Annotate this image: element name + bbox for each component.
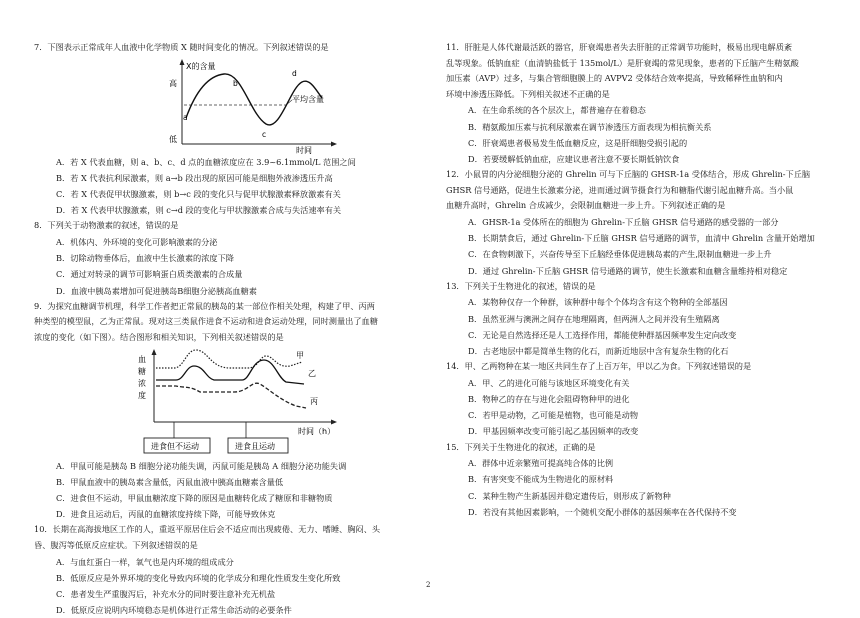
q9-series-bing [156,383,306,408]
q11-stem-line-3: 加压素（AVP）过多，与集合管细胞膜上的 AVPV2 受体结合效率提高，导致稀释性血钠和内 [446,73,783,84]
q7-low-label: 低 [169,134,177,144]
question-10-stem [34,522,424,553]
question-15-stem: 15．下列关于生物进化的叙述，正确的是 [446,441,596,452]
q9-series-jia [156,350,302,368]
q7-option-b: B．若 X 代表抗利尿激素，则 a→b 段出现的原因可能是细胞外液渗透压升高 [56,172,333,183]
q12-stem-line-3: 血糖升高时，Ghrelin 合成减少，会限制血糖进一步上升。下列叙述正确的是 [446,200,726,211]
question-12-stem [446,167,838,214]
q13-option-b: B．虽然亚洲与澳洲之间存在地理隔离，但两洲人之间并没有生殖隔离 [468,313,720,324]
q11-option-d: D．若要缓解低钠血症，应建议患者注意不要长期低钠饮食 [468,153,680,164]
q11-option-b: B．精氨酸加压素与抗利尿激素在调节渗透压方面表现为相抗衡关系 [468,121,712,132]
q12-option-d: D．通过 Ghrelin-下丘脑 GHSR 信号通路的调节，使生长激素和血糖含量维持相对稳定 [468,265,788,276]
q7-option-c: C．若 X 代表促甲状腺激素，则 b→c 段的变化只与促甲状腺激素释放激素有关 [56,189,341,199]
q14-option-c: C．若甲是动物，乙可能是植物，也可能是动物 [468,410,639,421]
q10-option-a: A．与血红蛋白一样，氧气也是内环境的组成成分 [56,556,234,567]
q14-option-b: B．物种乙的存在与进化会阻碍物种甲的进化 [468,393,630,404]
question-15 [446,440,838,520]
q9-box1-text: 进食但不运动 [151,441,199,451]
q7-ylabel: X的含量 [186,61,216,71]
q9-label-bing: 丙 [310,396,318,406]
q9-box2-text: 进食且运动 [235,441,275,451]
q9-label-yi: 乙 [308,368,316,378]
q9-ylabel-1: 血 [138,354,146,364]
question-13-stem: 13．下列关于生物进化的叙述，错误的是 [446,280,596,291]
q9-stem-line-3: 浓度的变化（如下图）。结合图形和相关知识，下列相关叙述错误的是 [34,332,284,342]
q7-option-a: A．若 X 代表血糖，则 a、b、c、d 点的血糖浓度应在 3.9~6.1mmol/L 范围之间 [56,156,356,167]
q9-stem-line-2: 种类型的模型鼠，乙为正常鼠。现对这三类鼠作进食不运动和进食运动处理，同时测量出了血糖 [34,316,378,327]
q7-graph [34,56,424,154]
q7-x-arrow [331,141,337,146]
q8-option-b: B．切除动物垂体后，血液中生长激素的浓度下降 [56,253,234,264]
q14-option-a: A．甲、乙的进化可能与该地区环境变化有关 [468,377,630,388]
question-8 [34,218,424,298]
q12-option-a: A．GHSR-1a 受体所在的细胞为 Ghrelin-下丘脑 GHSR 信号通路的感受器的一部分 [468,216,779,227]
q9-series-yi [156,360,304,384]
q12-stem-line-2: GHSR 信号通路，促进生长激素分泌，进而通过调节摄食行为和糖脂代谢引起血糖升高。当小鼠 [446,184,794,195]
q9-xlabel: 时间（h） [298,426,336,436]
q10-option-d: D．低原反应说明内环境稳态是机体进行正常生命活动的必要条件 [56,605,292,616]
q11-stem-line-1: 11．肝脏是人体代谢最活跃的器官，肝衰竭患者失去肝脏的正常调节功能时，极易出现电解质紊 [446,42,793,52]
q7-xlabel: 时间 [296,145,312,154]
q11-stem-line-2: 乱等现象。低钠血症（血清钠盐低于 135mol/L）是肝衰竭的常见现象，患者的下丘脑产生精氨酸 [446,57,799,68]
question-10 [34,522,424,618]
q9-ylabel-2: 糖 [138,366,146,376]
q7-figure [34,56,424,154]
q9-option-c: C．进食但不运动，甲鼠血糖浓度下降的原因是血糖转化成了糖原和非糖物质 [56,493,333,503]
q7-high-label: 高 [169,78,177,88]
left-column [34,40,424,618]
q10-stem-line-1: 10．长期在高海拔地区工作的人，重返平原居住后会不适应而出现疲倦、无力、嗜睡、胸闷、头 [34,524,381,535]
q9-ylabel-3: 浓 [138,378,146,388]
q7-point-a: a [183,112,188,122]
right-column [446,40,838,520]
question-11 [446,40,838,167]
q8-option-c: C．通过对转录的调节可影响蛋白质类激素的合成量 [56,269,243,280]
q15-option-b: B．有害突变不能成为生物进化的原材料 [468,474,614,485]
question-7-stem: 7．下图表示正常成年人血液中化学物质 X 随时间变化的情况。下列叙述错误的是 [34,42,329,52]
q11-stem-line-4: 环境中渗透压降低。下列相关叙述不正确的是 [446,88,610,99]
q7-y-arrow [180,59,185,65]
q9-y-arrow [152,349,157,355]
q11-option-c: C．肝衰竭患者极易发生低血糖反应，这是肝细胞受损引起的 [468,137,688,148]
q12-option-b: B．长期禁食后，通过 Ghrelin-下丘脑 GHSR 信号通路的调节，血清中 Ghrelin 含量开始增加 [468,233,815,244]
question-9 [34,299,424,523]
q10-option-b: B．低原反应是外界环境的变化导致内环境的化学成分和理化性质发生变化所致 [56,572,341,583]
q14-option-d: D．甲基因频率改变可能引起乙基因频率的改变 [468,426,639,437]
q9-stem-line-1: 9．为探究血糖调节机理，科学工作者把正常鼠的胰岛的某一部位作相关处理，构建了甲、丙两 [34,300,375,311]
q9-option-d: D．进食且运动后，丙鼠的血糖浓度持续下降，可能导致休克 [56,509,276,520]
q9-option-b: B．甲鼠血液中的胰岛素含量低，丙鼠血液中胰高血糖素含量低 [56,476,284,487]
q7-option-d: D．若 X 代表甲状腺激素，则 c→d 段的变化与甲状腺激素合成与失活速率有关 [56,205,342,216]
q13-option-c: C．无论是自然选择还是人工选择作用，都能使种群基因频率发生定向改变 [468,329,737,340]
question-7 [34,40,424,218]
q11-option-a: A．在生命系统的各个层次上，都普遍存在着稳态 [468,105,646,116]
q15-option-d: D．若没有其他因素影响，一个随机交配小群体的基因频率在各代保持不变 [468,506,737,517]
question-13 [446,279,838,359]
question-14-stem: 14．甲、乙两物种在某一地区共同生存了上百万年，甲以乙为食。下列叙述错误的是 [446,361,752,372]
question-11-stem [446,40,838,102]
q7-point-b: b [233,78,238,88]
q15-option-a: A．群体中近亲繁殖可提高纯合体的比例 [468,458,614,469]
question-8-stem: 8．下列关于动物激素的叙述，错误的是 [34,220,179,231]
q10-option-c: C．患者发生严重腹泻后，补充水分的同时要注意补充无机盐 [56,589,276,599]
q8-option-a: A．机体内、外环境的变化可影响激素的分泌 [56,237,218,247]
question-9-stem [34,299,424,346]
page-number: 2 [426,581,431,589]
q8-option-d: D．血液中胰岛素增加可促进胰岛B细胞分泌胰高血糖素 [56,285,257,296]
q7-point-c: c [262,129,267,139]
q7-point-d: d [292,68,297,78]
q9-graph [34,346,424,458]
question-14 [446,359,838,439]
q9-figure [34,346,424,458]
q13-option-d: D．古老地层中都是简单生物的化石，而新近地层中含有复杂生物的化石 [468,345,729,356]
q10-stem-line-2: 昏、腹泻等低原反应症状。下列叙述错误的是 [34,540,198,550]
question-12 [446,167,838,279]
q15-option-c: C．某种生物产生新基因并稳定遗传后，则形成了新物种 [468,490,671,501]
q12-option-c: C．在食物刺激下，兴奋传导至下丘脑经垂体促进胰岛素的产生,限制血糖进一步上升 [468,249,772,260]
q9-label-jia: 甲 [296,350,304,360]
q7-avg-label: 平均含量 [292,94,324,104]
q9-x-arrow [331,419,337,424]
q9-option-a: A．甲鼠可能是胰岛 B 细胞分泌功能失调，丙鼠可能是胰岛 A 细胞分泌功能失调 [56,460,347,471]
q9-ylabel-4: 度 [138,390,146,400]
q13-option-a: A．某物种仅存一个种群，该种群中每个个体均含有这个物种的全部基因 [468,297,728,308]
q12-stem-line-1: 12．小鼠胃的内分泌细胞分泌的 Ghrelin 可与下丘脑的 GHSR-1a 受体结合，形成 Ghrelin-下丘脑 [446,169,811,180]
